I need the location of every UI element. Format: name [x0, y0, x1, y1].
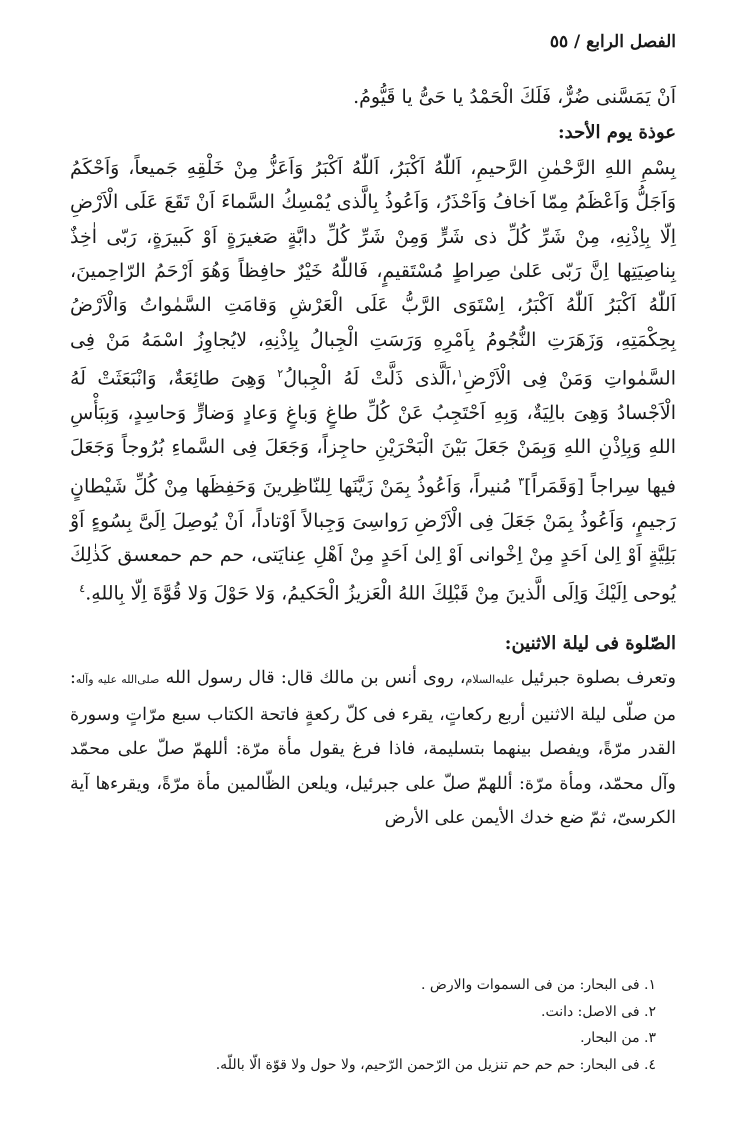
section-heading-sunday-charm: عوذة يوم الأحد:	[558, 122, 676, 144]
main-text	[70, 80, 676, 836]
chapter-title: الفصل الرابع	[586, 32, 676, 52]
footnote-marker-4[interactable]: ٤	[79, 582, 86, 596]
honorific-salawat: صلى‌الله‌ عليه ‌وآله	[75, 673, 160, 687]
charm-part-2: ،اَلَّذى ذَلَّتْ لَهُ الْجِبالُ	[283, 367, 457, 390]
monday-prayer-text	[70, 661, 676, 835]
page-header	[70, 32, 676, 60]
footnote-marker-3[interactable]: ٣	[518, 474, 525, 488]
sunday-charm-text	[70, 151, 676, 611]
opening-line: اَنْ يَمَسَّنى ضُرٌّ، فَلَكَ الْحَمْدُ يا حَىُّ يا قَيُّومُ.	[353, 86, 676, 108]
footnote-1: ١. فى البحار: من فى السموات والارض .	[421, 977, 656, 993]
footnote-marker-2[interactable]: ٢	[277, 367, 284, 381]
page-number: ٥٥	[549, 32, 569, 52]
prose-part-3: : من صلّى ليلة الاثنين أربع ركعاتٍ، يقرء فى كلّ ركعةٍ فاتحة الكتاب سبع مرّاتٍ وسورة القدر مرّةً، ويفصل بينهما بتسليمة، فاذا فرغ يقول مأة مرّة: أللهمّ صلّ على محمّد وآل محمّد، ومأة مرّة: أللهمّ صلّ على جبرئيل، ويلعن الظّالمين مأة مرّةً، ويقرءها آية الكرسىّ، ثمّ ضع خدك الأيمن على الأرض	[70, 668, 677, 829]
prose-part-1: وتعرف بصلوة جبرئيل	[514, 668, 676, 689]
section-gap	[70, 611, 676, 625]
footnotes	[70, 972, 656, 1078]
footnote-3: ٣. من البحار.	[580, 1030, 656, 1046]
footnote-marker-1[interactable]: ١	[456, 367, 463, 381]
charm-part-4: مُنيراً، وَاَعُوذُ بِمَنْ زَيَّنَها لِلنّاظِرينَ وَحَفِظَها مِنْ كُلِّ شَيْطانٍ رَجيمٍ، وَاَعُوذُ بِمَنْ جَعَلَ فِى الْاَرْضِ رَواسِىَ وَجِبالاً اَوْتاداً، اَنْ يُوصِلَ اِلَىَّ بِسُوءٍ اَوْ بَلِيَّةٍ اَوْ اِلىٰ اَحَدٍ مِنْ اِخْوانى اَوْ اِلىٰ اَحَدٍ مِنْ اَهْلِ عِنايَتى، حم حم حمعسق كَذٰلِكَ يُوحى اِلَيْكَ وَاِلَى الَّذينَ مِنْ قَبْلِكَ اللهُ الْعَزيزُ الْحَكيمُ، وَلا حَوْلَ وَلا قُوَّةَ اِلّا بِاللهِ.	[70, 475, 676, 605]
footnote-2: ٢. فى الاصل: دانت.	[541, 1003, 656, 1020]
charm-part-1: بِسْمِ اللهِ الرَّحْمٰنِ الرَّحيمِ، اَللّٰهُ اَكْبَرُ، اَللّٰهُ اَكْبَرُ وَاَعَزُّ مِنْ خَلْقِهِ جَميعاً، وَاَحْكَمُ وَاَجَلُّ وَاَعْظَمُ مِمّا اَخافُ وَاَحْذَرُ، وَاَعُوذُ بِالَّذى يُمْسِكُ السَّماءَ اَنْ تَقَعَ عَلَى الْاَرْضِ اِلّا بِاِذْنِهِ، مِنْ شَرِّ كُلِّ ذى شَرٍّ وَمِنْ شَرِّ كُلِّ دابَّةٍ صَغيرَةٍ اَوْ كَبيرَةٍ، رَبّى اٰخِذٌ بِناصِيَتِها اِنَّ رَبّى عَلىٰ صِراطٍ مُسْتَقيمٍ، فَاللّٰهُ خَيْرٌ حافِظاً وَهُوَ اَرْحَمُ الرّاحِمينَ، اَللّٰهُ اَكْبَرُ اَللّٰهُ اَكْبَرُ، اِسْتَوَى الرَّبُّ عَلَى الْعَرْشِ وَقامَتِ السَّمٰواتُ وَالْاَرْضُ بِحِكْمَتِهِ، وَزَهَرَتِ النُّجُومُ بِاَمْرِهِ وَرَسَتِ الْجِبالُ بِاِذْنِهِ، لايُجاوِزُ اسْمَهُ مَنْ فِى السَّمٰواتِ وَمَنْ فِى الْاَرْضِ	[70, 156, 676, 390]
header-separator: /	[568, 32, 587, 52]
section-heading-monday-prayer: الصّلوة فى ليلة الاثنين:	[504, 633, 676, 655]
footnote-4: ٤. فى البحار: حم حم حم تنزيل من الرّحمن الرّحيم، ولا حول ولا قوّة الّا باللّه.	[215, 1056, 656, 1073]
honorific-alayhi-salam: عليه‌السلام	[465, 673, 515, 687]
charm-part-3: وَهِىَ طائِعَةٌ، وَانْبَعَثَتْ لَهُ الْاَجْسادُ وَهِىَ بالِيَةٌ، وَبِهِ اَحْتَجِبُ عَنْ كُلِّ طاغٍ وَباغٍ وَعادٍ وَضارٍّ وَحاسِدٍ، وَبِبَأْسِ اللهِ وَبِاِذْنِ اللهِ وَبِمَنْ جَعَلَ بَيْنَ الْبَحْرَيْنِ حاجِزاً، وَجَعَلَ فِى السَّماءِ بُرُوجاً وَجَعَلَ فيها سِراجاً [وَقَمَراً]	[70, 367, 676, 498]
prose-part-2: ، روى أنس بن مالك قال: قال رسول الله	[159, 668, 466, 689]
